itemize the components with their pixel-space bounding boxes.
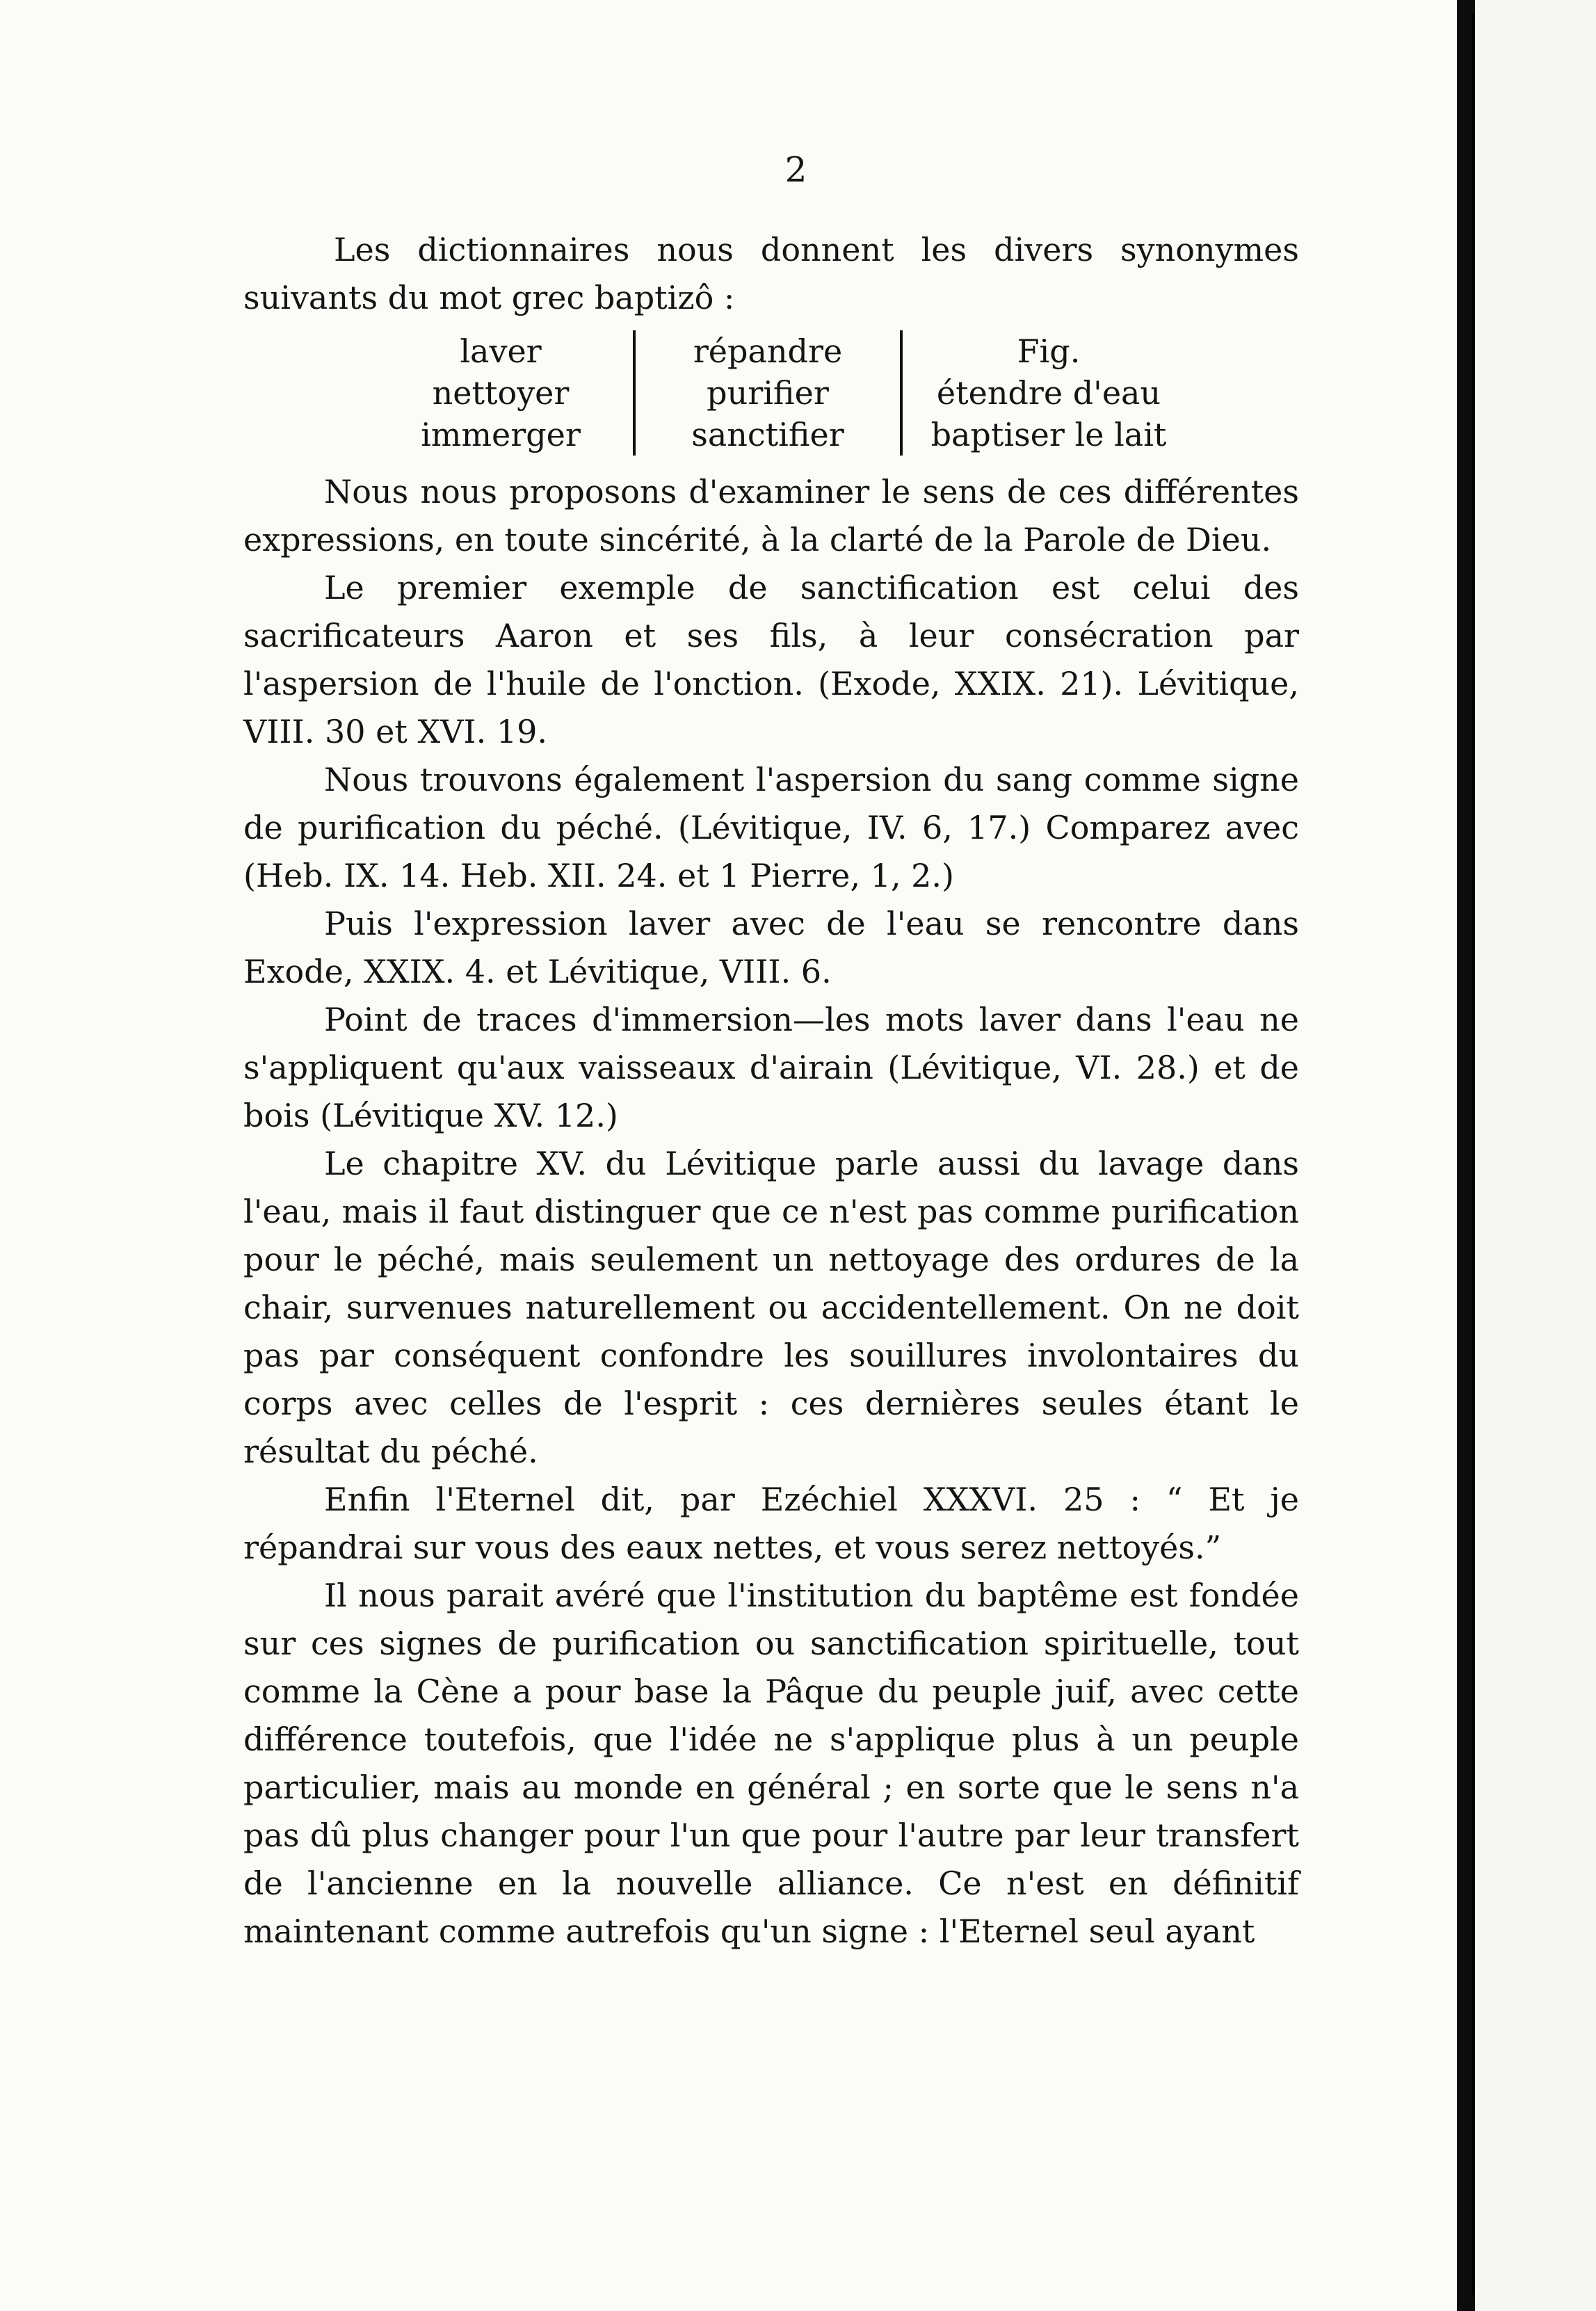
paragraph: Il nous parait avéré que l'institution du baptême est fondée sur ces signes de purification ou sanctification spirituelle, tout comme la Cène a pour base la Pâque du peuple juif, avec cette différence toutefois, que l'idée ne s'applique plus à un peuple particulier, mais au monde en général ; en sorte que le sens n'a pas dû plus changer pour l'un que pour l'autre par leur transfert de l'ancienne en la nouvelle alliance. Ce n'est en définitif maintenant comme autrefois qu'un signe : l'Eternel seul ayant bbox=[243, 1577, 1299, 1950]
synonym-column-2 bbox=[633, 330, 903, 456]
synonym-column-3 bbox=[903, 330, 1195, 456]
synonym-word: sanctifier bbox=[691, 416, 844, 453]
paragraph: Le premier exemple de sanctification est celui des sacrificateurs Aaron et ses fils, à leur consécration par l'aspersion de l'huile de l'onction. (Exode, XXIX. 21). Lévitique, VIII. 30 et XVI. 19. bbox=[243, 569, 1299, 750]
paragraph: Enfin l'Eternel dit, par Ezéchiel XXXVI. 25 : “ Et je répandrai sur vous des eaux nettes, et vous serez nettoyés.” bbox=[243, 1481, 1299, 1566]
paragraph: Point de traces d'immersion—les mots laver dans l'eau ne s'appliquent qu'aux vaisseaux d'airain (Lévitique, VI. 28.) et de bois (Lévitique XV. 12.) bbox=[243, 1001, 1299, 1134]
adjacent-page-edge bbox=[1475, 0, 1596, 2311]
synonym-column-1 bbox=[369, 330, 633, 456]
synonym-word: laver bbox=[460, 332, 542, 370]
synonym-word: baptiser le lait bbox=[930, 416, 1167, 453]
synonym-word: immerger bbox=[421, 416, 581, 453]
synonym-table bbox=[243, 330, 1299, 456]
body-text bbox=[243, 226, 1299, 1956]
paragraph: Le chapitre XV. du Lévitique parle aussi du lavage dans l'eau, mais il faut distinguer que ce n'est pas comme purification pour le péché, mais seulement un nettoyage des ordures de la chair, survenues naturellement ou accidentellement. On ne doit pas par conséquent confondre les souillures involontaires du corps avec celles de l'esprit : ces dernières seules étant le résultat du péché. bbox=[243, 1145, 1299, 1470]
synonym-word: nettoyer bbox=[432, 374, 570, 412]
synonym-word: purifier bbox=[707, 374, 829, 412]
page-number: 2 bbox=[784, 150, 807, 190]
intro-paragraph: Les dictionnaires nous donnent les divers synonymes suivants du mot grec baptizô : bbox=[243, 231, 1299, 316]
synonym-word: étendre d'eau bbox=[936, 374, 1161, 412]
paragraph: Nous nous proposons d'examiner le sens de ces différentes expressions, en toute sincérité, à la clarté de la Parole de Dieu. bbox=[243, 473, 1299, 558]
paragraph: Nous trouvons également l'aspersion du sang comme signe de purification du péché. (Lévitique, IV. 6, 17.) Comparez avec (Heb. IX. 14. Heb. XII. 24. et 1 Pierre, 1, 2.) bbox=[243, 761, 1299, 894]
synonym-word: répandre bbox=[693, 332, 843, 370]
synonym-word: Fig. bbox=[1017, 332, 1081, 370]
paragraph: Puis l'expression laver avec de l'eau se rencontre dans Exode, XXIX. 4. et Lévitique, VIII. 6. bbox=[243, 905, 1299, 990]
